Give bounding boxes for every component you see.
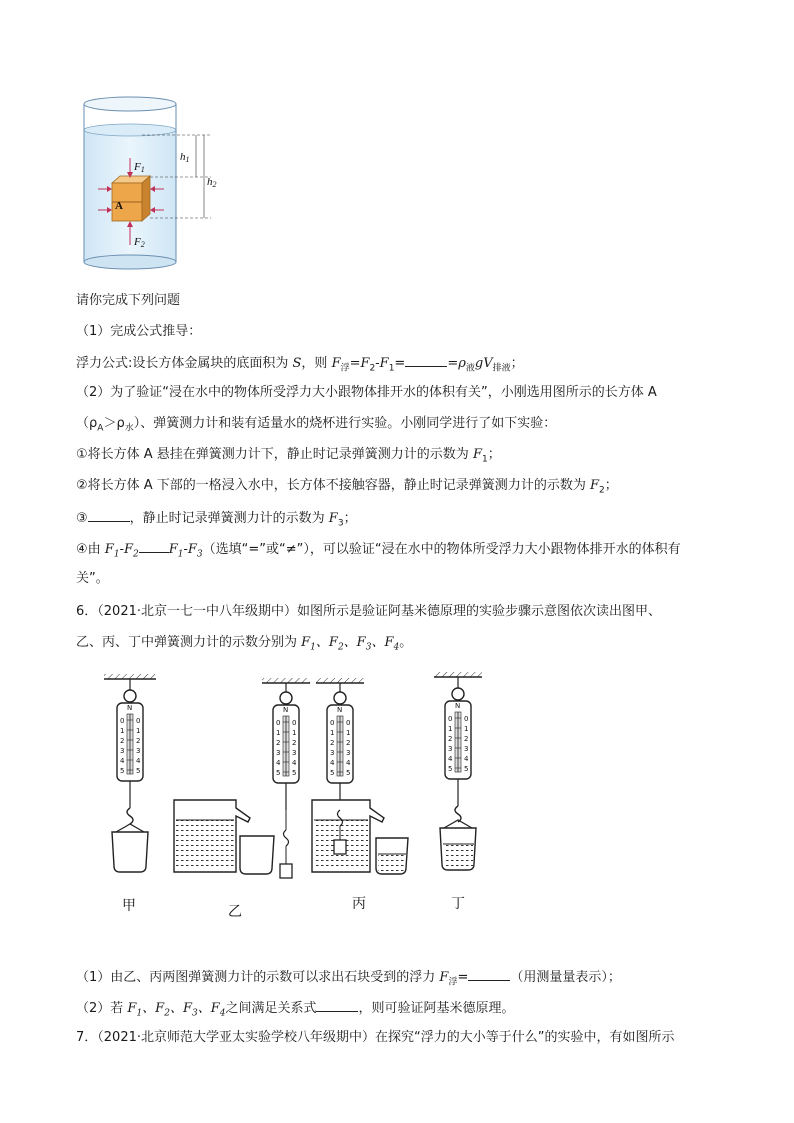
svg-text:4: 4 — [136, 757, 141, 765]
force-f2-label: F2 — [134, 236, 145, 249]
step-4-cont: 关”。 — [76, 571, 109, 586]
step-4: ④由 $F_1-F_2$ $F_1-F_3$（选填“=”或“≠”），可以验证“浸在水中的物体所受浮力大小跟物体排开水的体积有 — [76, 538, 681, 565]
setup-jia — [104, 674, 156, 872]
setup-ding — [434, 672, 482, 870]
svg-text:5: 5 — [276, 769, 281, 777]
answer-blank-4[interactable] — [468, 966, 510, 981]
q2-line1: （2）为了验证“浸在水中的物体所受浮力大小跟物体排开水的体积有关”，小刚选用图所示的长方体 A — [76, 385, 657, 400]
svg-text:4: 4 — [120, 757, 125, 765]
answer-blank-1[interactable] — [405, 352, 447, 367]
svg-text:1: 1 — [346, 729, 351, 737]
svg-text:1: 1 — [448, 725, 453, 733]
q6-sub2: （2）若 $F_1$、$F_2$、$F_3$、$F_4$之间满足关系式 ，则可验证阿基米德原理。 — [76, 997, 515, 1024]
svg-text:5: 5 — [292, 769, 297, 777]
q2-line2: $(\rho_A>\rho_水)$、弹簧测力计和装有适量水的烧杯进行实验。小刚同学进行了如下实验： — [76, 416, 557, 434]
svg-text:0: 0 — [276, 719, 281, 727]
force-f1-label: F1 — [134, 161, 145, 174]
svg-text:3: 3 — [276, 749, 281, 757]
svg-text:5: 5 — [464, 765, 469, 773]
svg-text:2: 2 — [346, 739, 351, 747]
svg-text:3: 3 — [464, 745, 469, 753]
label-bing: 丙 — [352, 896, 366, 912]
label-jia: 甲 — [122, 898, 136, 914]
q1-formula: 浮力公式:设长方体金属块的底面积为 S，则 $F_浮=F_2-F_1= =\rho_液gV_{排液}$； — [76, 352, 524, 379]
answer-blank-5[interactable] — [316, 997, 358, 1012]
q1-title: （1）完成公式推导： — [76, 324, 202, 339]
q6-line2: 乙、丙、丁中弹簧测力计的示数分别为 $F_1$、$F_2$、$F_3$、$F_4$。 — [76, 635, 413, 653]
svg-text:5: 5 — [346, 769, 351, 777]
label-ding: 丁 — [451, 896, 465, 912]
svg-text:1: 1 — [464, 725, 469, 733]
svg-text:0: 0 — [448, 715, 453, 723]
svg-text:2: 2 — [330, 739, 335, 747]
q6-sub1: （1）由乙、丙两图弹簧测力计的示数可以求出石块受到的浮力 $F_浮=$ （用测量量表示）； — [76, 966, 621, 993]
answer-blank-2[interactable] — [88, 507, 130, 522]
svg-text:N: N — [455, 702, 461, 710]
q6-line1: 6．（2021·北京一七一中八年级期中）如图所示是验证阿基米德原理的实验步骤示意图依次读出图甲、 — [76, 604, 661, 619]
svg-text:4: 4 — [330, 759, 335, 767]
step-3: ③ ，静止时记录弹簧测力计的示数为 $F_3$； — [76, 507, 357, 534]
svg-text:1: 1 — [330, 729, 335, 737]
svg-text:N: N — [127, 704, 133, 712]
svg-text:4: 4 — [448, 755, 453, 763]
svg-text:2: 2 — [464, 735, 469, 743]
step-1: ①将长方体 A 悬挂在弹簧测力计下，静止时记录弹簧测力计的示数为 $F_1$； — [76, 447, 501, 465]
svg-text:4: 4 — [276, 759, 281, 767]
setup-yi — [174, 800, 274, 874]
svg-text:0: 0 — [330, 719, 335, 727]
svg-text:3: 3 — [120, 747, 125, 755]
step-2: ②将长方体 A 下部的一格浸入水中，长方体不接触容器，静止时记录弹簧测力计的示数为 $F_2$； — [76, 478, 618, 496]
svg-text:2: 2 — [448, 735, 453, 743]
svg-text:N: N — [337, 706, 343, 714]
svg-text:0: 0 — [464, 715, 469, 723]
depth-h1-label: h1 — [180, 151, 190, 164]
label-yi: 乙 — [228, 904, 242, 920]
q7-text: 7．（2021·北京师范大学亚太实验学校八年级期中）在探究“浮力的大小等于什么”的实验中，有如图所示 — [76, 1030, 675, 1045]
svg-text:4: 4 — [346, 759, 351, 767]
svg-text:4: 4 — [464, 755, 469, 763]
svg-text:0: 0 — [292, 719, 297, 727]
svg-text:3: 3 — [136, 747, 141, 755]
depth-h2-label: h2 — [207, 176, 217, 189]
svg-text:5: 5 — [448, 765, 453, 773]
svg-text:0: 0 — [120, 717, 125, 725]
svg-text:0: 0 — [136, 717, 141, 725]
svg-text:4: 4 — [292, 759, 297, 767]
figure-cylinder-block — [76, 90, 226, 280]
svg-text:2: 2 — [120, 737, 125, 745]
svg-text:1: 1 — [120, 727, 125, 735]
svg-text:1: 1 — [292, 729, 297, 737]
svg-text:2: 2 — [136, 737, 141, 745]
svg-text:2: 2 — [276, 739, 281, 747]
svg-text:1: 1 — [276, 729, 281, 737]
svg-text:5: 5 — [330, 769, 335, 777]
figure-archimedes — [90, 668, 510, 928]
svg-text:N: N — [283, 706, 289, 714]
block-a-label: A — [115, 200, 123, 212]
svg-text:3: 3 — [448, 745, 453, 753]
svg-text:3: 3 — [346, 749, 351, 757]
svg-text:3: 3 — [292, 749, 297, 757]
setup-bing — [312, 678, 408, 874]
svg-text:3: 3 — [330, 749, 335, 757]
intro-text: 请你完成下列问题 — [76, 293, 181, 308]
svg-text:5: 5 — [120, 767, 125, 775]
svg-text:0: 0 — [346, 719, 351, 727]
svg-text:5: 5 — [136, 767, 141, 775]
svg-text:2: 2 — [292, 739, 297, 747]
answer-blank-3[interactable] — [139, 538, 169, 553]
svg-text:1: 1 — [136, 727, 141, 735]
